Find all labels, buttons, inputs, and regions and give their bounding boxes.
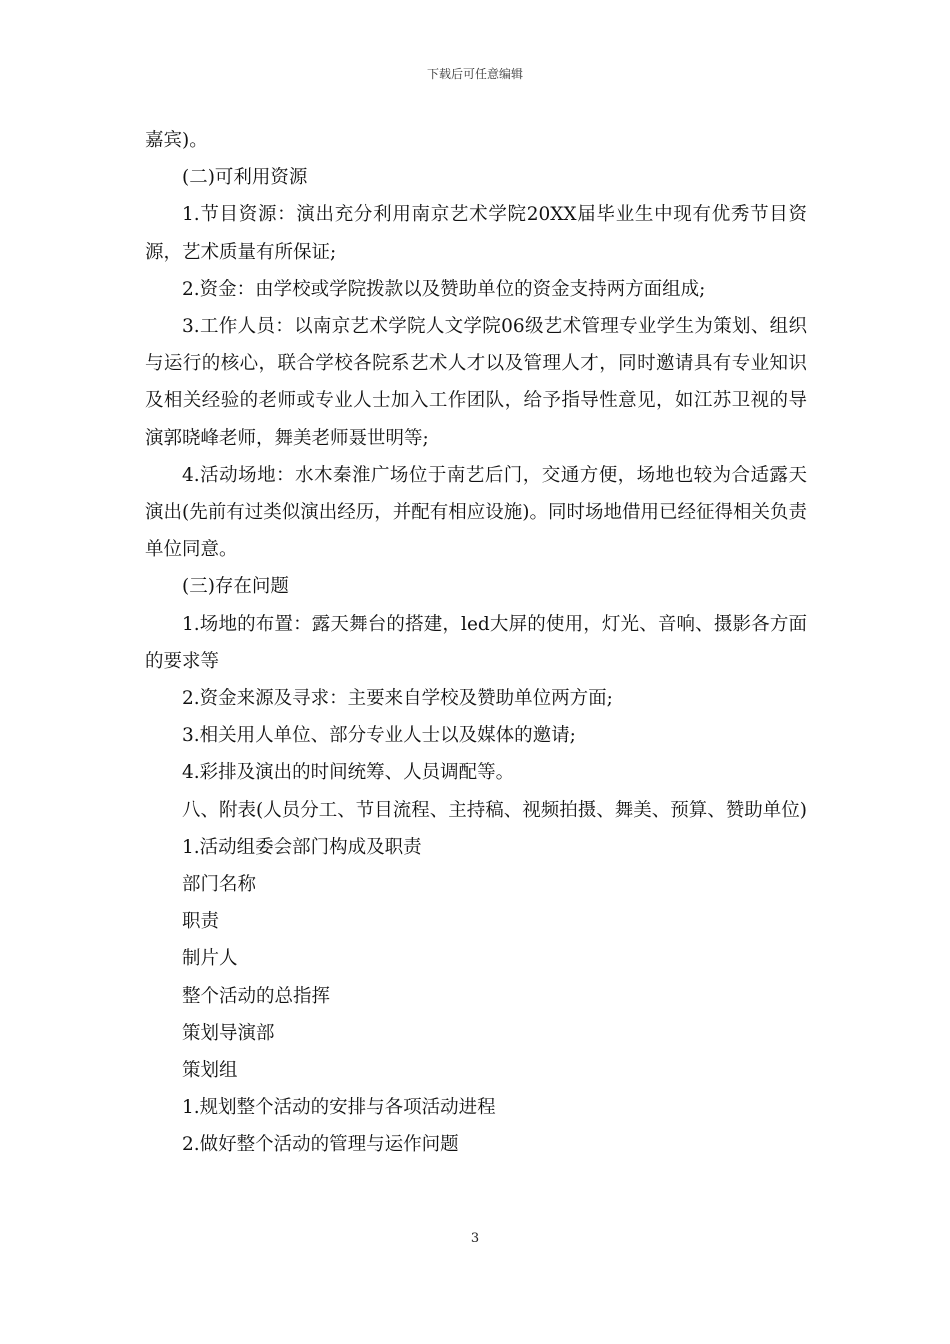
- section-heading-resources: (二)可利用资源: [182, 167, 308, 189]
- paragraph: 4.彩排及演出的时间统筹、人员调配等。: [182, 762, 515, 784]
- table-cell: 2.做好整个活动的管理与运作问题: [182, 1134, 459, 1156]
- paragraph: 嘉宾)。: [145, 130, 208, 151]
- table-cell: 策划组: [182, 1060, 238, 1082]
- paragraph: 1.活动组委会部门构成及职责: [182, 836, 422, 858]
- paragraph: 1.节目资源：演出充分利用南京艺术学院20XX届毕业生中现有优秀节目资源，艺术质量有所保证;: [145, 204, 807, 263]
- page-number: 3: [470, 1231, 480, 1246]
- paragraph: 2.资金：由学校或学院拨款以及赞助单位的资金支持两方面组成;: [182, 278, 706, 300]
- section-heading-issues: (三)存在问题: [182, 576, 289, 598]
- table-cell: 制片人: [182, 948, 238, 970]
- table-cell: 部门名称: [182, 874, 257, 896]
- document-body: [145, 122, 807, 1164]
- table-cell: 策划导演部: [182, 1022, 275, 1044]
- paragraph: 3.工作人员：以南京艺术学院人文学院06级艺术管理专业学生为策划、组织与运行的核心，联合学校各院系艺术人才以及管理人才，同时邀请具有专业知识及相关经验的老师或专业人士加入工作团队，给予指导性意见，如江苏卫视的导演郭晓峰老师，舞美老师聂世明等;: [145, 316, 807, 449]
- paragraph: 4.活动场地：水木秦淮广场位于南艺后门，交通方便，场地也较为合适露天演出(先前有过类似演出经历，并配有相应设施)。同时场地借用已经征得相关负责单位同意。: [145, 464, 807, 561]
- paragraph: 3.相关用人单位、部分专业人士以及媒体的邀请;: [182, 725, 576, 747]
- page-header: 下载后可任意编辑: [426, 67, 523, 81]
- paragraph: 2.资金来源及寻求：主要来自学校及赞助单位两方面;: [182, 688, 613, 710]
- section-heading-appendix: 八、附表(人员分工、节目流程、主持稿、视频拍摄、舞美、预算、赞助单位): [182, 799, 807, 821]
- table-cell: 整个活动的总指挥: [182, 985, 331, 1007]
- table-cell: 1.规划整个活动的安排与各项活动进程: [182, 1097, 496, 1119]
- paragraph: 1.场地的布置：露天舞台的搭建，led大屏的使用，灯光、音响、摄影各方面的要求等: [145, 613, 807, 672]
- table-cell: 职责: [182, 911, 220, 933]
